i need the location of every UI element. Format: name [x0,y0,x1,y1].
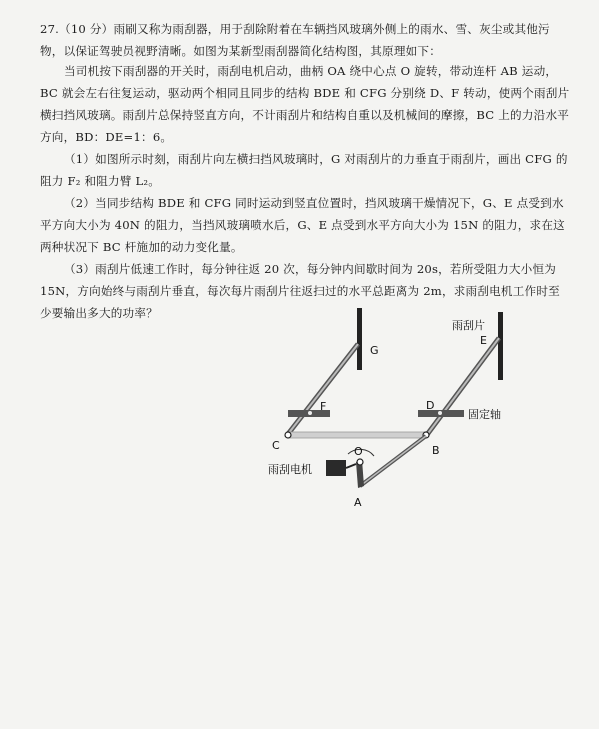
question-intro: 当司机按下雨刮器的开关时，雨刮电机启动，曲柄 OA 绕中心点 O 旋转，带动连杆 AB 运动，BC 就会左右往复运动，驱动两个相同且同步的结构 BDE 和 CFG 分别绕 D、F 转动，使两个雨刮片横扫挡风玻璃。雨刮片总保持竖直方向，不计雨刮片和结构自重以及机械间的摩擦，BC 上的力沿水平方向，BD：DE=1：6。 [40,64,570,144]
pin-c [285,432,291,438]
question-part-2: （2）当同步结构 BDE 和 CFG 同时运动到竖直位置时，挡风玻璃干燥情况下，G、E 点受到水平方向大小为 40N 的阻力，当挡风玻璃喷水后，G、E 点受到水平方向大小为 15N 的阻力，求在这两种状况下 BC 杆施加的动力变化量。 [40,196,565,254]
label-fixed-axis: 固定轴 [468,408,501,421]
label-f: F [320,400,327,413]
question-header: 27.（10 分）雨刷又称为雨刮器，用于刮除附着在车辆挡风玻璃外侧上的雨水、雪、灰尘或其他污物，以保证驾驶员视野清晰。如图为某新型雨刮器简化结构图，其原理如下： [40,22,550,58]
label-wiper: 雨刮片 [452,319,485,332]
label-a: A [354,496,362,509]
rod-bc [288,432,426,438]
wiper-motor [326,460,346,476]
label-b: B [432,444,440,457]
label-d: D [426,399,435,412]
label-g: G [370,344,379,357]
wiper-structure-diagram [262,306,522,516]
label-c: C [272,439,280,452]
label-motor: 雨刮电机 [268,463,312,476]
left-wiper-blade [357,308,362,370]
right-wiper-blade [498,312,503,380]
question-part-1: （1）如图所示时刻，雨刮片向左横扫挡风玻璃时，G 对雨刮片的力垂直于雨刮片，画出 CFG 的阻力 F₂ 和阻力臂 L₂。 [40,152,568,188]
label-e: E [480,334,487,347]
question-part-3: （3）雨刮片低速工作时，每分钟往返 20 次，每分钟内间歇时间为 20s，若所受阻力大小恒为 15N，方向始终与雨刮片垂直，每次每片雨刮片往返扫过的水平总距离为 2m，求雨刮电机工作时至少要输出多大的功率？ [40,262,560,320]
label-o: O [354,445,363,458]
